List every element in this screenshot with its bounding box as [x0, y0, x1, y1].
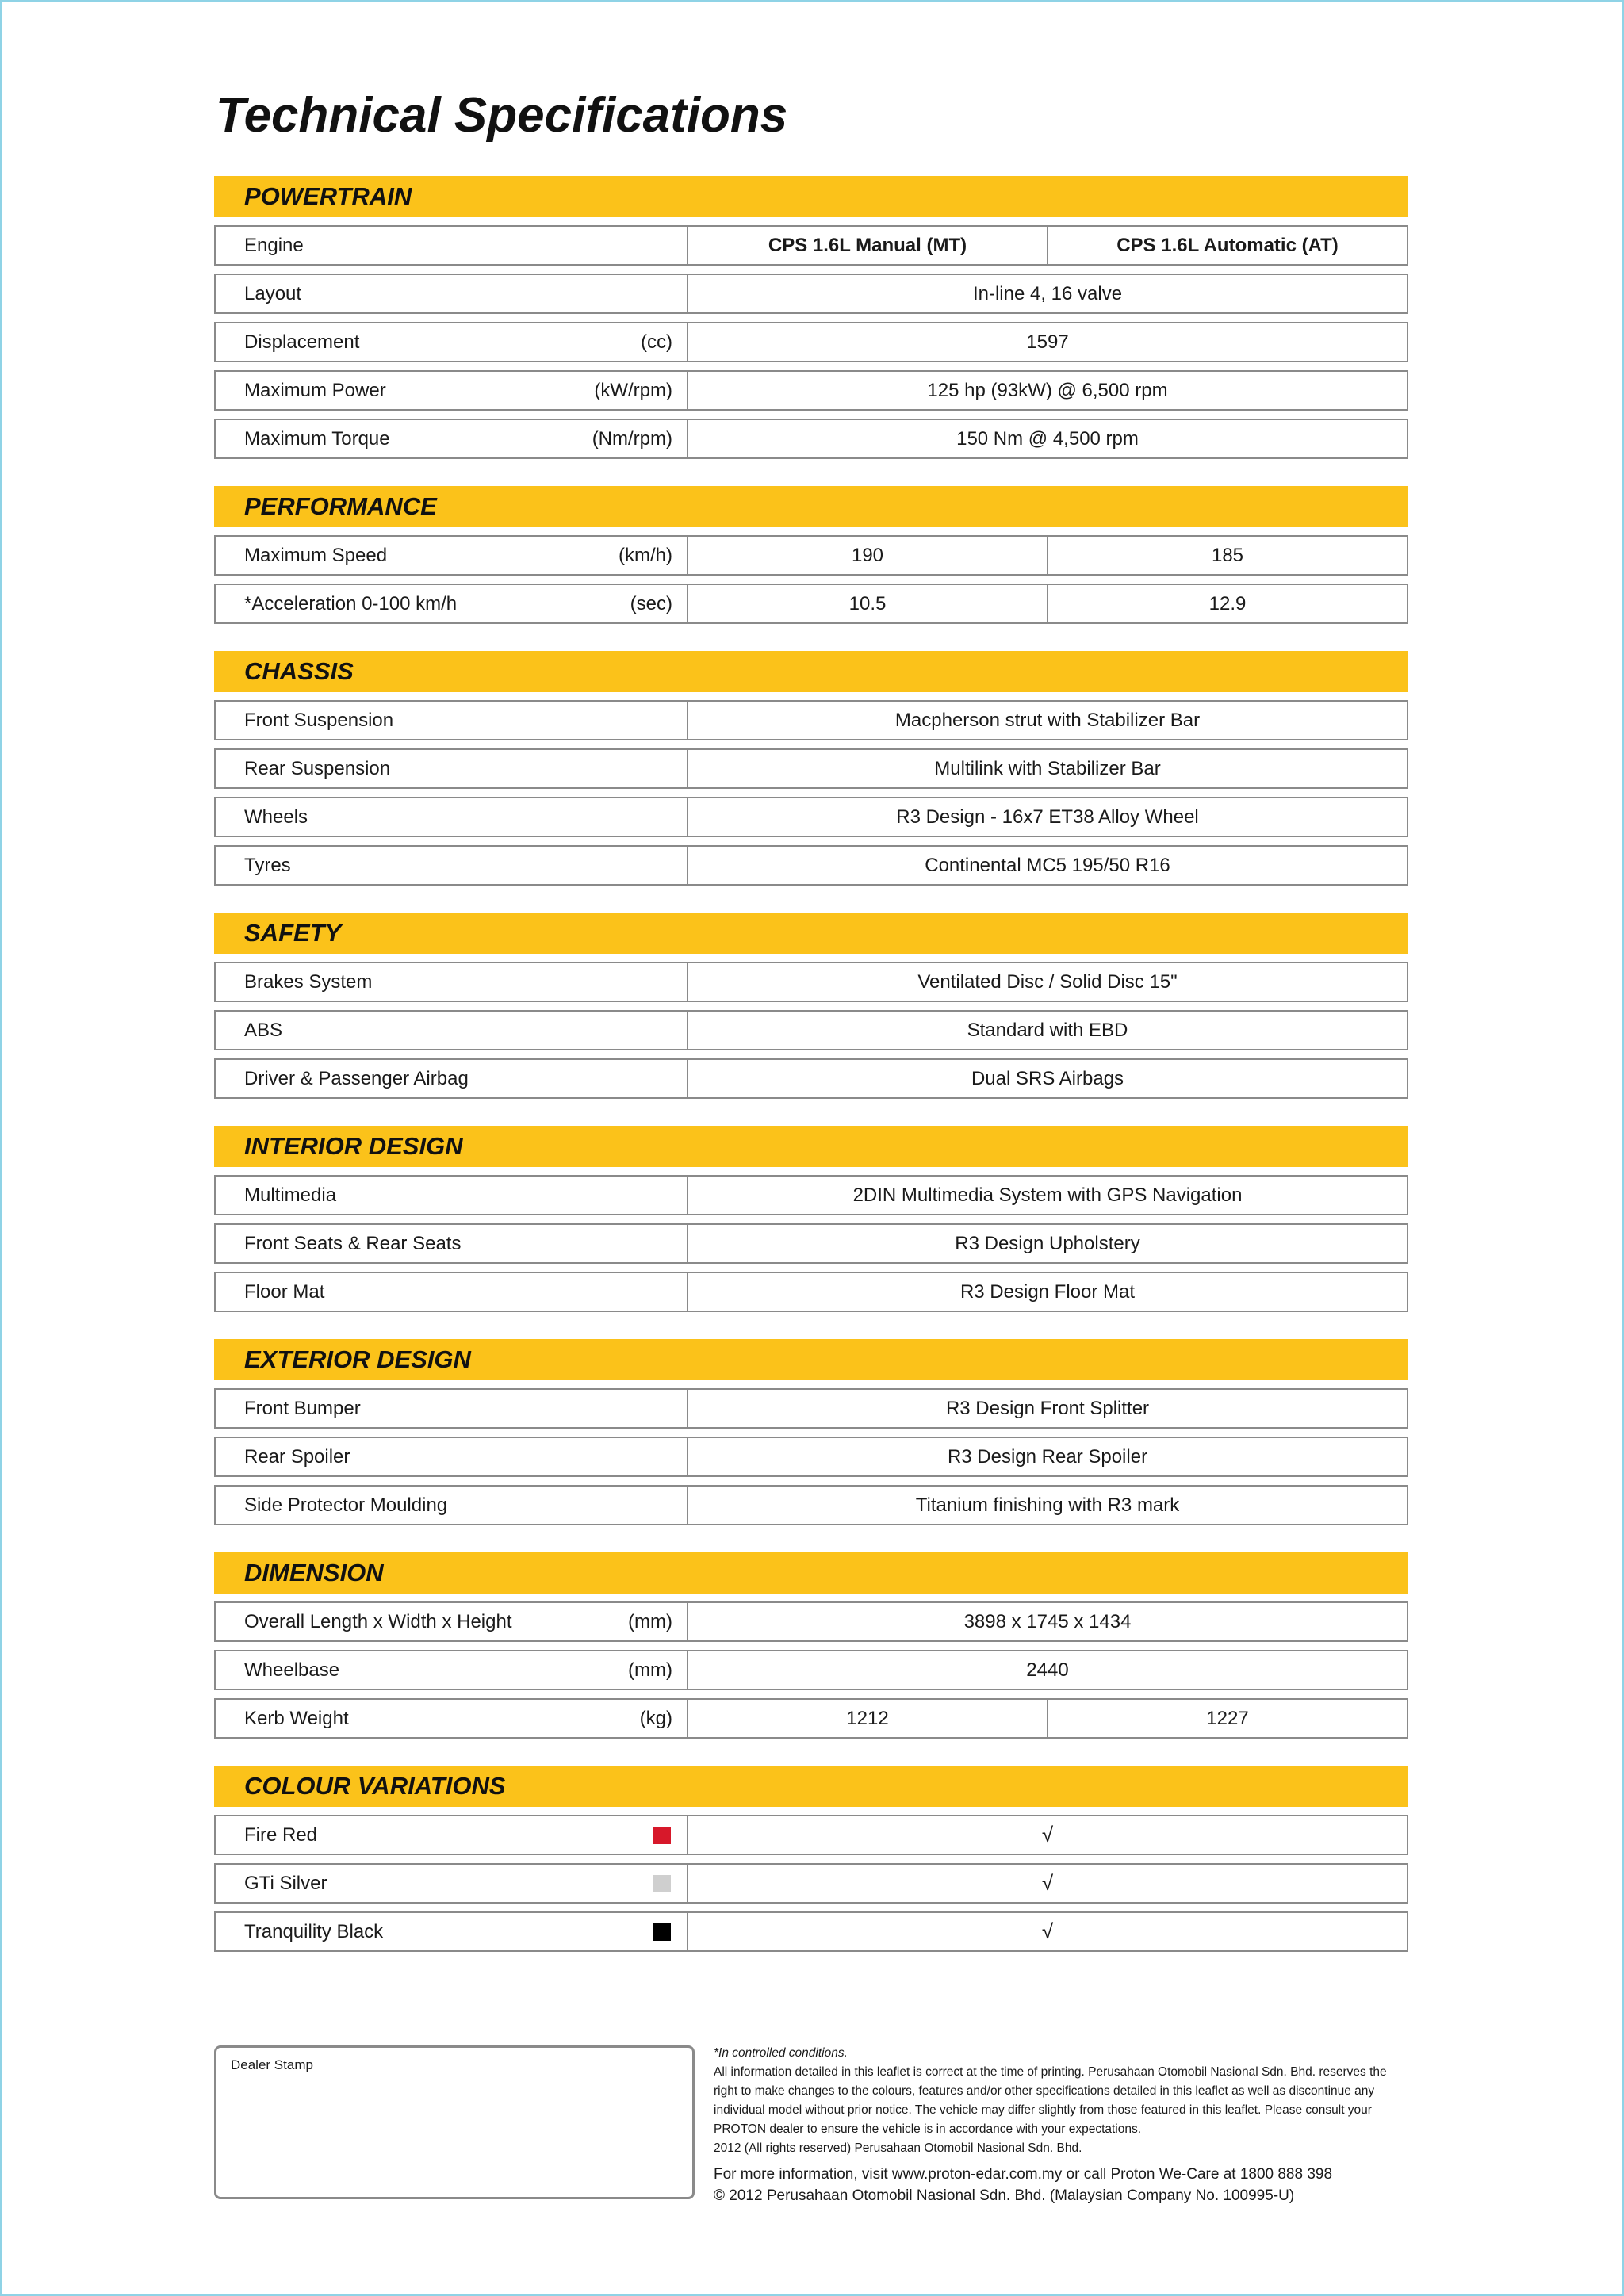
spec-label-cell: [216, 702, 688, 739]
section-dimension: [214, 1552, 1408, 1739]
spec-label: Engine: [244, 234, 304, 256]
spec-label-cell: [216, 1487, 688, 1524]
spec-row: [214, 370, 1408, 411]
spec-label-cell: [216, 1438, 688, 1475]
spec-unit: (mm): [628, 1610, 672, 1632]
spec-row: [214, 1175, 1408, 1215]
section-safety: [214, 913, 1408, 1099]
spec-value: R3 Design Front Splitter: [945, 1397, 1150, 1419]
spec-value: 185: [1047, 537, 1407, 574]
contact-info: [714, 2164, 1411, 2206]
footnote-disclaimer: All information detailed in this leaflet is correct at the time of printing. Perusahaan Otomobil Nasional Sdn. Bhd. reserves the right to make changes to the colours, features and/or other specifications detailed in this leaflet as well as discontinue any individual model without prior notice. The vehicle may differ slightly from those featured in this leaflet. Please consult your PROTON dealer to ensure the vehicle is in accordance with your expectations.: [714, 2065, 1387, 2136]
spec-label-cell: [216, 1816, 688, 1854]
spec-label: Layout: [244, 282, 302, 304]
spec-sheet: [214, 176, 1408, 1979]
spec-unit: (cc): [641, 331, 672, 353]
section-heading: POWERTRAIN: [214, 176, 1408, 217]
spec-label-cell: [216, 275, 688, 312]
spec-value: Macpherson strut with Stabilizer Bar: [894, 709, 1201, 731]
spec-value: 2440: [1026, 1659, 1069, 1681]
spec-value: Titanium finishing with R3 mark: [915, 1494, 1180, 1516]
spec-label-cell: [216, 1060, 688, 1097]
spec-unit: (sec): [630, 592, 672, 614]
spec-value: Ventilated Disc / Solid Disc 15": [917, 970, 1178, 993]
spec-label-cell: [216, 1651, 688, 1689]
contact-line-1: For more information, visit www.proton-edar.com.my or call Proton We-Care at 1800 888 398: [714, 2166, 1333, 2183]
spec-label-cell: [216, 420, 688, 457]
spec-value: 1227: [1047, 1700, 1407, 1737]
spec-label: Overall Length x Width x Height: [244, 1610, 512, 1632]
spec-row: [214, 322, 1408, 362]
spec-label-cell: [216, 1603, 688, 1640]
section-exterior-design: [214, 1339, 1408, 1525]
spec-label: Rear Suspension: [244, 757, 391, 779]
availability-check: √: [1041, 1871, 1054, 1895]
spec-row: [214, 845, 1408, 886]
spec-value: Dual SRS Airbags: [971, 1067, 1124, 1089]
spec-label: Wheelbase: [244, 1659, 340, 1681]
spec-label: Multimedia: [244, 1184, 337, 1206]
spec-value: R3 Design Rear Spoiler: [947, 1445, 1148, 1468]
spec-label: Displacement: [244, 331, 360, 353]
spec-label: Tranquility Black: [244, 1920, 384, 1942]
spec-value: CPS 1.6L Manual (MT): [768, 234, 967, 256]
contact-line-2: © 2012 Perusahaan Otomobil Nasional Sdn. Bhd. (Malaysian Company No. 100995-U): [714, 2187, 1295, 2204]
spec-row: [214, 419, 1408, 459]
colour-swatch: [653, 1875, 671, 1892]
spec-row: [214, 535, 1408, 576]
spec-row: [214, 1698, 1408, 1739]
spec-unit: (Nm/rpm): [592, 427, 672, 450]
spec-label-cell: [216, 750, 688, 787]
spec-label: Tyres: [244, 854, 291, 876]
footnote-rights: 2012 (All rights reserved) Perusahaan Otomobil Nasional Sdn. Bhd.: [714, 2141, 1082, 2155]
spec-row: [214, 1815, 1408, 1855]
spec-label-cell: [216, 1865, 688, 1902]
spec-value: Continental MC5 195/50 R16: [925, 854, 1170, 876]
spec-label: ABS: [244, 1019, 283, 1041]
spec-row: [214, 1650, 1408, 1690]
spec-label: Maximum Speed: [244, 544, 388, 566]
section-heading: COLOUR VARIATIONS: [214, 1766, 1408, 1807]
section-heading: INTERIOR DESIGN: [214, 1126, 1408, 1167]
spec-label-cell: [216, 585, 688, 622]
spec-label-cell: [216, 798, 688, 836]
spec-value: 3898 x 1745 x 1434: [963, 1610, 1132, 1632]
dealer-stamp-label: Dealer Stamp: [231, 2057, 313, 2072]
spec-row: [214, 274, 1408, 314]
section-interior-design: [214, 1126, 1408, 1312]
spec-label-cell: [216, 1225, 688, 1262]
spec-row: [214, 1485, 1408, 1525]
spec-row: [214, 1058, 1408, 1099]
spec-row: [214, 1272, 1408, 1312]
spec-label: Maximum Power: [244, 379, 386, 401]
spec-unit: (mm): [628, 1659, 672, 1681]
spec-label-cell: [216, 1177, 688, 1214]
section-performance: [214, 486, 1408, 624]
spec-label-cell: [216, 1012, 688, 1049]
spec-value: R3 Design - 16x7 ET38 Alloy Wheel: [896, 806, 1199, 828]
footnote-condition: *In controlled conditions.: [714, 2046, 848, 2060]
availability-check: √: [1041, 1823, 1054, 1846]
spec-label: Driver & Passenger Airbag: [244, 1067, 469, 1089]
spec-label: Side Protector Moulding: [244, 1494, 448, 1516]
spec-label-cell: [216, 963, 688, 1001]
spec-label: Front Suspension: [244, 709, 394, 731]
section-heading: EXTERIOR DESIGN: [214, 1339, 1408, 1380]
section-heading: SAFETY: [214, 913, 1408, 954]
spec-label-cell: [216, 372, 688, 409]
spec-label-cell: [216, 847, 688, 884]
spec-value: 125 hp (93kW) @ 6,500 rpm: [927, 379, 1168, 401]
spec-row: [214, 1911, 1408, 1952]
spec-label: Floor Mat: [244, 1280, 325, 1303]
spec-label: Rear Spoiler: [244, 1445, 350, 1468]
spec-label-cell: [216, 227, 688, 264]
spec-label: Front Bumper: [244, 1397, 361, 1419]
page-title: Technical Specifications: [216, 88, 788, 143]
spec-label: Fire Red: [244, 1823, 318, 1846]
spec-label-cell: [216, 1913, 688, 1950]
spec-value: 150 Nm @ 4,500 rpm: [956, 427, 1139, 450]
spec-label: *Acceleration 0-100 km/h: [244, 592, 458, 614]
spec-row: [214, 1863, 1408, 1904]
spec-row: [214, 700, 1408, 740]
section-heading: DIMENSION: [214, 1552, 1408, 1594]
spec-value: R3 Design Floor Mat: [959, 1280, 1136, 1303]
spec-value: CPS 1.6L Automatic (AT): [1047, 227, 1407, 264]
spec-unit: (km/h): [619, 544, 672, 566]
spec-row: [214, 748, 1408, 789]
spec-label-cell: [216, 323, 688, 361]
spec-label: Kerb Weight: [244, 1707, 349, 1729]
section-chassis: [214, 651, 1408, 886]
spec-label: GTi Silver: [244, 1872, 327, 1894]
spec-value: 1212: [846, 1707, 889, 1729]
spec-label-cell: [216, 1390, 688, 1427]
section-heading: CHASSIS: [214, 651, 1408, 692]
spec-row: [214, 1010, 1408, 1050]
section-colour-variations: [214, 1766, 1408, 1952]
footnotes: [714, 2044, 1411, 2158]
spec-row: [214, 797, 1408, 837]
colour-swatch: [653, 1827, 671, 1844]
spec-value: In-line 4, 16 valve: [972, 282, 1123, 304]
spec-value: 190: [851, 544, 884, 566]
spec-row: [214, 584, 1408, 624]
spec-value: 12.9: [1047, 585, 1407, 622]
spec-label: Wheels: [244, 806, 308, 828]
spec-unit: (kg): [639, 1707, 672, 1729]
spec-value: Multilink with Stabilizer Bar: [934, 757, 1161, 779]
spec-value: Standard with EBD: [967, 1019, 1128, 1041]
spec-label-cell: [216, 1273, 688, 1311]
spec-row: [214, 1388, 1408, 1429]
spec-label-cell: [216, 1700, 688, 1737]
availability-check: √: [1041, 1919, 1054, 1943]
section-powertrain: [214, 176, 1408, 459]
spec-row: [214, 225, 1408, 266]
dealer-stamp-box: [214, 2045, 695, 2199]
spec-value: R3 Design Upholstery: [955, 1232, 1140, 1254]
spec-row: [214, 962, 1408, 1002]
spec-label-cell: [216, 537, 688, 574]
spec-row: [214, 1437, 1408, 1477]
spec-label: Front Seats & Rear Seats: [244, 1232, 462, 1254]
spec-value: 10.5: [848, 592, 887, 614]
section-heading: PERFORMANCE: [214, 486, 1408, 527]
spec-row: [214, 1223, 1408, 1264]
spec-value: 2DIN Multimedia System with GPS Navigation: [852, 1184, 1243, 1206]
spec-value: 1597: [1026, 331, 1069, 353]
spec-row: [214, 1601, 1408, 1642]
spec-label: Maximum Torque: [244, 427, 390, 450]
spec-unit: (kW/rpm): [594, 379, 672, 401]
colour-swatch: [653, 1923, 671, 1941]
spec-label: Brakes System: [244, 970, 373, 993]
